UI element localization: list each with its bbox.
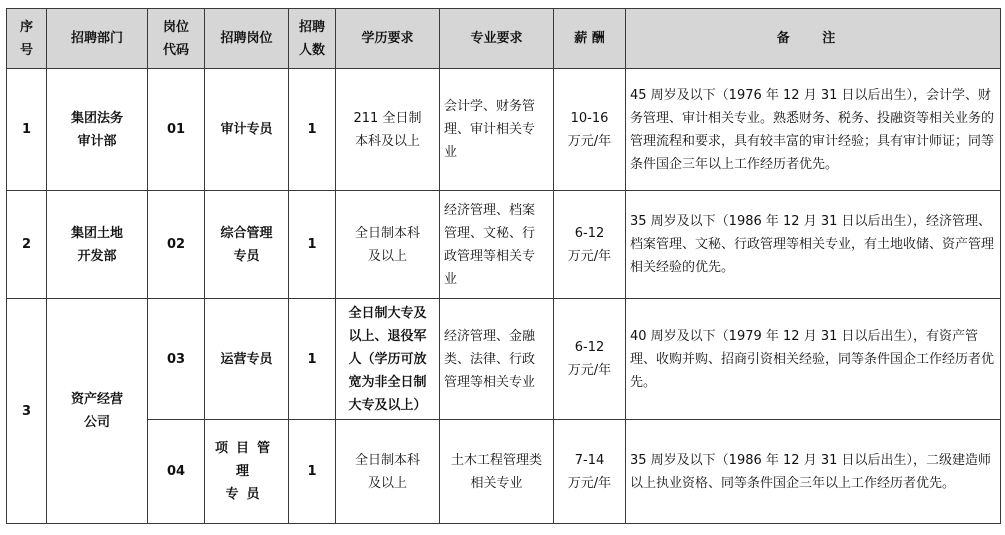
cell-position: 综合管理 专员: [205, 191, 289, 299]
cell-dept: 资产经营 公司: [47, 299, 148, 524]
cell-salary: 6-12 万元/年: [554, 299, 626, 420]
cell-education: 全日制本科 及以上: [336, 191, 440, 299]
cell-dept: 集团法务 审计部: [47, 69, 148, 191]
cell-remark: 40 周岁及以下（1979 年 12 月 31 日以后出生），有资产管理、收购并购、招商引资相关经验，同等条件国企工作经历者优先。: [626, 299, 1001, 420]
header-remark: 备 注: [626, 9, 1001, 69]
header-dept: 招聘部门: [47, 9, 148, 69]
header-row: [7, 9, 1001, 69]
cell-salary: 6-12 万元/年: [554, 191, 626, 299]
cell-major: 会计学、财务管 理、审计相关专 业: [440, 69, 554, 191]
cell-code: 03: [148, 299, 205, 420]
header-count: 招聘 人数: [289, 9, 336, 69]
cell-major: 经济管理、档案 管理、文秘、行 政管理等相关专 业: [440, 191, 554, 299]
header-seq: 序 号: [7, 9, 47, 69]
cell-seq: 2: [7, 191, 47, 299]
cell-education: 全日制大专及 以上、退役军 人（学历可放 宽为非全日制 大专及以上）: [336, 299, 440, 420]
table-row: [7, 299, 1001, 420]
cell-code: 01: [148, 69, 205, 191]
header-major: 专业要求: [440, 9, 554, 69]
cell-seq: 1: [7, 69, 47, 191]
cell-remark: 35 周岁及以下（1986 年 12 月 31 日以后出生），二级建造师以上执业资格、同等条件国企三年以上工作经历者优先。: [626, 420, 1001, 524]
cell-major: 经济管理、金融 类、法律、行政 管理等相关专业: [440, 299, 554, 420]
cell-position: 审计专员: [205, 69, 289, 191]
recruitment-table: [6, 8, 1001, 524]
cell-salary: 10-16 万元/年: [554, 69, 626, 191]
cell-code: 02: [148, 191, 205, 299]
cell-education: 全日制本科 及以上: [336, 420, 440, 524]
header-education: 学历要求: [336, 9, 440, 69]
header-code: 岗位 代码: [148, 9, 205, 69]
table-row: [7, 420, 1001, 524]
cell-education: 211 全日制 本科及以上: [336, 69, 440, 191]
cell-code: 04: [148, 420, 205, 524]
cell-dept: 集团土地 开发部: [47, 191, 148, 299]
cell-count: 1: [289, 420, 336, 524]
cell-remark: 45 周岁及以下（1976 年 12 月 31 日以后出生），会计学、财务管理、审计相关专业。熟悉财务、税务、投融资等相关业务的管理流程和要求，具有较丰富的审计经验；具有审计师证；同等条件国企三年以上工作经历者优先。: [626, 69, 1001, 191]
table-row: [7, 69, 1001, 191]
header-position: 招聘岗位: [205, 9, 289, 69]
cell-remark: 35 周岁及以下（1986 年 12 月 31 日以后出生），经济管理、档案管理、文秘、行政管理等相关专业，有土地收储、资产管理相关经验的优先。: [626, 191, 1001, 299]
cell-salary: 7-14 万元/年: [554, 420, 626, 524]
cell-position: 项目管理 专员: [205, 420, 289, 524]
table-row: [7, 191, 1001, 299]
cell-count: 1: [289, 299, 336, 420]
cell-major: 土木工程管理类 相关专业: [440, 420, 554, 524]
cell-seq: 3: [7, 299, 47, 524]
cell-count: 1: [289, 69, 336, 191]
cell-count: 1: [289, 191, 336, 299]
cell-position: 运营专员: [205, 299, 289, 420]
header-salary: 薪 酬: [554, 9, 626, 69]
